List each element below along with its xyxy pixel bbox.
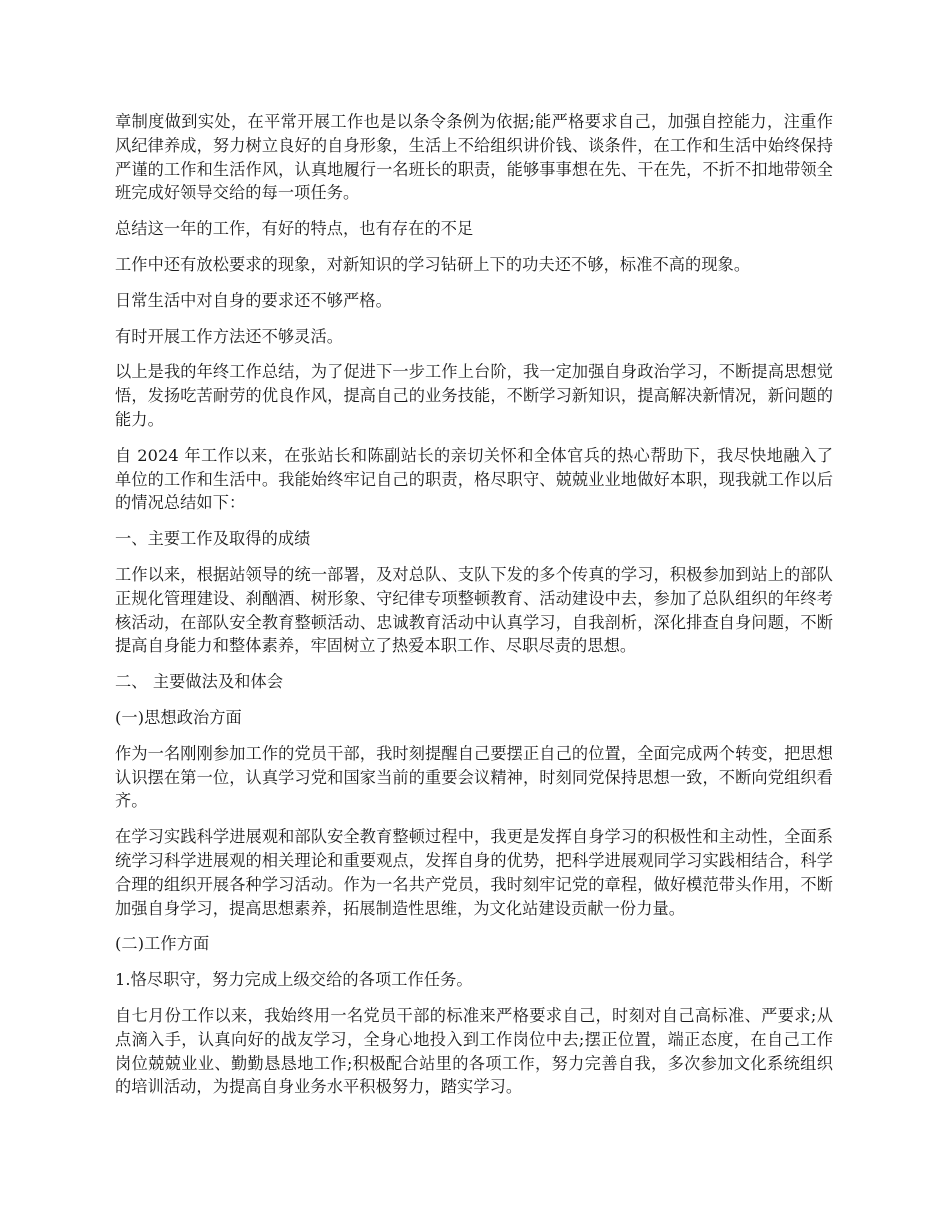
paragraph-summary-intro: 总结这一年的工作，有好的特点，也有存在的不足 — [115, 219, 474, 239]
paragraph-shortcoming-2: 日常生活中对自身的要求还不够严格。 — [115, 290, 392, 310]
subheading-work: (二)工作方面 — [115, 934, 210, 954]
paragraph-political-1: 作为一名刚刚参加工作的党员干部，我时刻提醒自己要摆正自己的位置，全面完成两个转变，把思想认识摆在第一位，认真学习党和国家当前的重要会议精神，时刻同党保持思想一致，不断向党组织看齐。 — [115, 743, 833, 811]
item-duty: 1.恪尽职守，努力完成上级交给的各项工作任务。 — [115, 970, 473, 990]
paragraph-political-2: 在学习实践科学进展观和部队安全教育整顿过程中，我更是发挥自身学习的积极性和主动性，全面系统学习科学进展观的相关理论和重要观点，发挥自身的优势，把科学进展观同学习实践相结合，科学合理的组织开展各种学习活动。作为一名共产党员，我时刻牢记党的章程，做好模范带头作用，不断加强自身学习，提高思想素养，拓展制造性思维，为文化站建设贡献一份力量。 — [115, 827, 833, 918]
subheading-political: (一)思想政治方面 — [115, 707, 242, 727]
paragraph-conclusion: 以上是我的年终工作总结，为了促进下一步工作上台阶，我一定加强自身政治学习，不断提高思想觉悟，发扬吃苦耐劳的优良作风，提高自己的业务技能，不断学习新知识，提高解决新情况，新问题的能力。 — [115, 362, 833, 429]
heading-methods: 二、 主要做法及和体会 — [115, 672, 284, 692]
heading-main-work: 一、主要工作及取得的成绩 — [115, 529, 311, 549]
paragraph-new-summary-intro: 自 2024 年工作以来，在张站长和陈副站长的亲切关怀和全体官兵的热心帮助下，我尽快地融入了单位的工作和生活中。我能始终牢记自己的职责，格尽职守、兢兢业业地做好本职，现我就工作以后的情况总结如下： — [115, 445, 833, 513]
paragraph-shortcoming-1: 工作中还有放松要求的现象，对新知识的学习钻研上下的功夫还不够，标准不高的现象。 — [115, 254, 751, 274]
paragraph-rules-continuation: 章制度做到实处，在平常开展工作也是以条令条例为依据;能严格要求自己，加强自控能力，注重作风纪律养成，努力树立良好的自身形象，生活上不给组织讲价钱、谈条件，在工作和生活中始终保持严谨的工作和生活作风，认真地履行一名班长的职责，能够事事想在先、干在先，不折不扣地带领全班完成好领导交给的每一项任务。 — [115, 112, 833, 203]
document-body — [115, 110, 833, 1111]
paragraph-work-detail: 自七月份工作以来，我始终用一名党员干部的标准来严格要求自己，时刻对自己高标准、严要求;从点滴入手，认真向好的战友学习，全身心地投入到工作岗位中去;摆正位置，端正态度，在自己工作岗位兢兢业业、勤勤恳恳地工作;积极配合站里的各项工作，努力完善自我，多次参加文化系统组织的培训活动，为提高自身业务水平积极努力，踏实学习。 — [115, 1005, 833, 1097]
paragraph-shortcoming-3: 有时开展工作方法还不够灵活。 — [115, 326, 344, 346]
paragraph-main-work: 工作以来，根据站领导的统一部署，及对总队、支队下发的多个传真的学习，积极参加到站上的部队正规化管理建设、刹酗酒、树形象、守纪律专项整顿教育、活动建设中去，参加了总队组织的年终考核活动，在部队安全教育整顿活动、忠诚教育活动中认真学习，自我剖析，深化排查自身问题，不断提高自身能力和整体素养，牢固树立了热爱本职工作、尽职尽责的思想。 — [115, 564, 833, 656]
